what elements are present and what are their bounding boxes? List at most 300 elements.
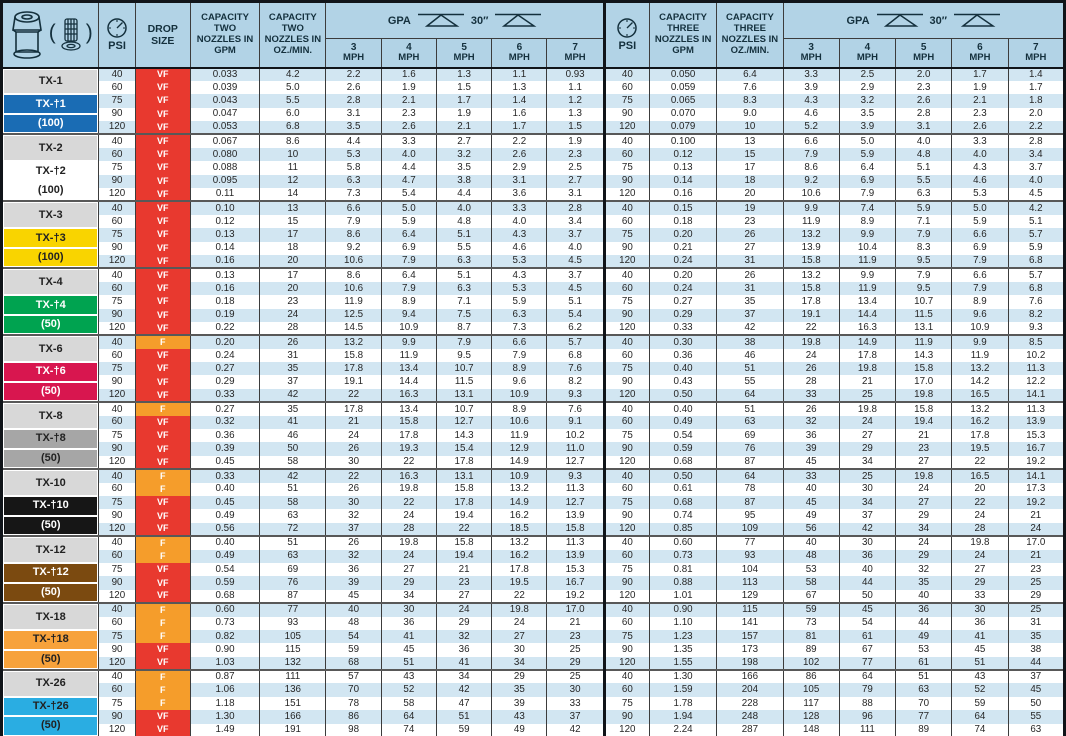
gpa-two-nozzles-cell: 59 (326, 643, 381, 656)
capacity-three-ozmin-cell: 38 (717, 335, 783, 348)
drop-size-cell: VF (135, 576, 190, 589)
data-row (2, 362, 1065, 375)
capacity-three-ozmin-cell: 23 (717, 215, 783, 228)
gpa-three-nozzles-cell: 105 (783, 683, 839, 696)
drop-size-cell: F (135, 630, 190, 643)
capacity-three-gpm-cell: 0.12 (649, 148, 716, 161)
gpa-three-nozzles-cell: 9.5 (896, 255, 952, 268)
gpa-two-nozzles-cell: 12.7 (547, 456, 604, 469)
gpa-two-nozzles-cell: 6.9 (381, 242, 436, 255)
gpa-two-nozzles-cell: 5.0 (381, 201, 436, 214)
gpa-two-nozzles-cell: 29 (436, 617, 491, 630)
capacity-three-gpm-cell: 0.15 (649, 201, 716, 214)
psi-cell: 75 (99, 630, 135, 643)
data-row (2, 724, 1065, 736)
psi-right-cell: 40 (604, 402, 649, 415)
gpa-three-nozzles-cell: 2.8 (1008, 134, 1064, 147)
drop-size-cell: VF (135, 121, 190, 134)
capacity-three-ozmin-cell: 26 (717, 228, 783, 241)
gpa-three-nozzles-cell: 56 (783, 523, 839, 536)
gpa-three-nozzles-cell: 59 (783, 603, 839, 616)
capacity-three-ozmin-cell: 18 (717, 175, 783, 188)
gpa-two-nozzles-cell: 3.8 (436, 175, 491, 188)
capacity-two-ozmin-cell: 132 (260, 657, 326, 670)
gpa-three-nozzles-cell: 17.0 (1008, 536, 1064, 549)
gpa-two-nozzles-cell: 3.4 (547, 215, 604, 228)
gpa-three-nozzles-cell: 16.2 (952, 416, 1008, 429)
gpa-three-nozzles-cell: 44 (839, 576, 895, 589)
gpa-two-nozzles-cell: 13.1 (436, 469, 491, 482)
data-row (2, 710, 1065, 723)
capacity-three-gpm-cell: 0.30 (649, 335, 716, 348)
gpa-two-nozzles-cell: 27 (436, 590, 491, 603)
gpa-two-nozzles-cell: 6.6 (492, 335, 547, 348)
gpa-three-nozzles-cell: 11.5 (896, 309, 952, 322)
gpa-two-nozzles-cell: 6.4 (381, 228, 436, 241)
drop-size-cell: VF (135, 228, 190, 241)
data-row (2, 175, 1065, 188)
data-row (2, 509, 1065, 522)
pack-quantity-cell: (100) (4, 249, 97, 267)
gpa-two-nozzles-cell: 17.8 (436, 456, 491, 469)
psi-cell: 120 (99, 456, 135, 469)
gpa-three-nozzles-cell: 52 (952, 683, 1008, 696)
psi-right-cell: 90 (604, 108, 649, 121)
drop-size-cell: VF (135, 255, 190, 268)
gpa-two-nozzles-cell: 3.1 (326, 108, 381, 121)
gpa-three-nozzles-cell: 14.2 (952, 375, 1008, 388)
gpa-two-nozzles-cell: 5.4 (547, 309, 604, 322)
drop-size-cell: F (135, 335, 190, 348)
gpa-two-nozzles-cell: 10.9 (492, 389, 547, 402)
drop-size-cell: VF (135, 201, 190, 214)
gpa-two-nozzles-cell: 30 (326, 496, 381, 509)
gpa-two-nozzles-cell: 14.5 (326, 322, 381, 335)
psi-cell: 60 (99, 81, 135, 94)
capacity-two-ozmin-cell: 58 (260, 496, 326, 509)
nozzle-label-cell (2, 201, 99, 268)
gpa-two-nozzles-cell: 17.8 (326, 402, 381, 415)
capacity-three-gpm-cell: 0.14 (649, 175, 716, 188)
gpa-two-nozzles-cell: 10.9 (492, 469, 547, 482)
gpa-three-nozzles-cell: 64 (952, 710, 1008, 723)
data-row (2, 670, 1065, 683)
capacity-two-gpm-cell: 0.12 (190, 215, 259, 228)
gpa-label: GPA (387, 14, 411, 27)
gpa-three-nozzles-cell: 32 (896, 563, 952, 576)
gpa-three-nozzles-cell: 29 (896, 550, 952, 563)
gpa-three-nozzles-cell: 3.3 (952, 134, 1008, 147)
capacity-two-ozmin-cell: 6.8 (260, 121, 326, 134)
gpa-three-nozzles-cell: 15.8 (783, 282, 839, 295)
capacity-two-ozmin-cell: 35 (260, 402, 326, 415)
gpa-two-nozzles-cell: 30 (381, 603, 436, 616)
gpa-three-nozzles-cell: 9.2 (783, 175, 839, 188)
gpa-two-nozzles-cell: 4.4 (326, 134, 381, 147)
gpa-three-nozzles-cell: 36 (839, 550, 895, 563)
capacity-three-ozmin-cell: 77 (717, 536, 783, 549)
capacity-three-ozmin-cell: 64 (717, 389, 783, 402)
capacity-two-ozmin-cell: 51 (260, 483, 326, 496)
drop-size-cell: F (135, 550, 190, 563)
gpa-three-nozzles-cell: 3.9 (783, 81, 839, 94)
gpa-two-nozzles-cell: 70 (326, 683, 381, 696)
gpa-three-nozzles-cell: 21 (896, 429, 952, 442)
drop-size-cell: F (135, 469, 190, 482)
capacity-three-gpm-cell: 0.070 (649, 108, 716, 121)
gpa-two-nozzles-cell: 36 (436, 643, 491, 656)
capacity-two-ozmin-cell: 8.6 (260, 134, 326, 147)
capacity-three-gpm-cell: 0.050 (649, 68, 716, 81)
gpa-three-nozzles-cell: 49 (896, 630, 952, 643)
data-row (2, 375, 1065, 388)
gpa-three-nozzles-cell: 86 (783, 670, 839, 683)
gpa-two-nozzles-cell: 36 (326, 563, 381, 576)
psi-right-cell: 60 (604, 215, 649, 228)
psi-cell: 40 (99, 402, 135, 415)
drop-size-cell: VF (135, 389, 190, 402)
capacity-two-ozmin-cell: 105 (260, 630, 326, 643)
gpa-two-nozzles-cell: 86 (326, 710, 381, 723)
gpa-two-nozzles-cell: 14.3 (436, 429, 491, 442)
capacity-two-ozmin-cell: 115 (260, 643, 326, 656)
capacity-two-gpm-cell: 0.40 (190, 483, 259, 496)
gpa-two-nozzles-cell: 17.8 (326, 362, 381, 375)
drop-size-cell: VF (135, 242, 190, 255)
gpa-three-nozzles-cell: 19.1 (783, 309, 839, 322)
psi-right-cell: 40 (604, 134, 649, 147)
capacity-two-ozmin-cell: 35 (260, 362, 326, 375)
capacity-three-ozmin-cell: 17 (717, 161, 783, 174)
gpa-three-nozzles-cell: 36 (896, 603, 952, 616)
gpa-two-nozzles-cell: 9.1 (547, 416, 604, 429)
gpa-two-nozzles-cell: 48 (326, 617, 381, 630)
capacity-two-ozmin-cell: 17 (260, 228, 326, 241)
gpa-two-nozzles-cell: 16.3 (381, 469, 436, 482)
gpa-two-nozzles-cell: 33 (547, 697, 604, 710)
mph-header: 3 MPH (783, 39, 839, 68)
psi-right-cell: 75 (604, 228, 649, 241)
psi-right-cell: 40 (604, 536, 649, 549)
capacity-three-ozmin-cell: 115 (717, 603, 783, 616)
capacity-two-gpm-cell: 0.45 (190, 456, 259, 469)
gpa-three-nozzles-cell: 5.7 (1008, 268, 1064, 281)
drop-size-cell: VF (135, 456, 190, 469)
capacity-two-gpm-cell: 0.039 (190, 81, 259, 94)
nozzle-label-cell (2, 536, 99, 603)
gpa-two-nozzles-cell: 26 (326, 536, 381, 549)
psi-cell: 90 (99, 309, 135, 322)
gpa-three-nozzles-cell: 19.8 (839, 362, 895, 375)
capacity-two-ozmin-cell: 51 (260, 536, 326, 549)
gpa-three-nozzles-cell: 8.3 (896, 242, 952, 255)
capacity-two-ozmin-cell: 4.2 (260, 68, 326, 81)
gpa-two-nozzles-cell: 22 (492, 590, 547, 603)
capacity-two-gpm-cell: 0.067 (190, 134, 259, 147)
capacity-two-ozmin-cell: 15 (260, 215, 326, 228)
capacity-two-ozmin-cell: 5.0 (260, 81, 326, 94)
gpa-two-nozzles-cell: 25 (547, 670, 604, 683)
capacity-three-gpm-cell: 2.24 (649, 724, 716, 736)
gpa-three-nozzles-cell: 8.9 (839, 215, 895, 228)
gpa-two-nozzles-cell: 43 (492, 710, 547, 723)
capacity-three-gpm-cell: 0.85 (649, 523, 716, 536)
gpa-three-nozzles-cell: 9.9 (839, 268, 895, 281)
capacity-three-ozmin-cell: 42 (717, 322, 783, 335)
strainer-icon (60, 17, 82, 53)
gpa-three-nozzles-cell: 54 (839, 617, 895, 630)
gpa-two-nozzles-cell: 5.9 (381, 215, 436, 228)
pack-quantity-cell: (50) (4, 316, 97, 334)
drop-size-cell: F (135, 670, 190, 683)
psi-cell: 90 (99, 175, 135, 188)
capacity-two-ozmin-cell: 6.0 (260, 108, 326, 121)
drop-size-cell: VF (135, 322, 190, 335)
psi-cell: 60 (99, 483, 135, 496)
psi-cell: 75 (99, 429, 135, 442)
capacity-three-gpm-cell: 0.68 (649, 456, 716, 469)
gpa-two-nozzles-cell: 2.9 (492, 161, 547, 174)
gpa-three-nozzles-cell: 25 (839, 389, 895, 402)
data-row (2, 215, 1065, 228)
psi-cell: 75 (99, 94, 135, 107)
gpa-two-nozzles-cell: 10.7 (436, 402, 491, 415)
gpa-two-nozzles-cell: 13.4 (381, 362, 436, 375)
model-cell: TX-1 (4, 70, 97, 94)
gpa-three-nozzles-cell: 29 (952, 576, 1008, 589)
gpa-three-nozzles-cell: 8.6 (783, 161, 839, 174)
gpa-three-nozzles-cell: 14.1 (1008, 469, 1064, 482)
gpa-two-nozzles-cell: 2.8 (326, 94, 381, 107)
gpa-two-nozzles-cell: 3.5 (326, 121, 381, 134)
capacity-two-gpm-cell: 0.59 (190, 576, 259, 589)
data-row (2, 563, 1065, 576)
gpa-two-nozzles-cell: 8.9 (492, 362, 547, 375)
gpa-two-nozzles-cell: 2.3 (381, 108, 436, 121)
capacity-two-gpm-cell: 0.87 (190, 670, 259, 683)
gpa-two-nozzles-cell: 2.5 (547, 161, 604, 174)
capacity-three-gpm-cell: 0.74 (649, 509, 716, 522)
gpa-two-nozzles-cell: 5.3 (492, 282, 547, 295)
gpa-two-nozzles-cell: 45 (381, 643, 436, 656)
psi-cell: 60 (99, 215, 135, 228)
capacity-three-ozmin-cell: 37 (717, 309, 783, 322)
capacity-three-ozmin-cell: 287 (717, 724, 783, 736)
capacity-three-ozmin-cell: 87 (717, 496, 783, 509)
gpa-two-nozzles-cell: 6.6 (326, 201, 381, 214)
gpa-two-nozzles-cell: 4.5 (547, 255, 604, 268)
gpa-two-nozzles-cell: 59 (436, 724, 491, 736)
capacity-two-ozmin-cell: 41 (260, 416, 326, 429)
gpa-two-nozzles-cell: 3.3 (381, 134, 436, 147)
capacity-two-gpm-cell: 1.03 (190, 657, 259, 670)
capacity-three-ozmin-cell: 51 (717, 402, 783, 415)
pack-quantity-cell: (100) (4, 115, 97, 133)
psi-right-cell: 40 (604, 68, 649, 81)
psi-right-cell: 75 (604, 161, 649, 174)
gpa-two-nozzles-cell: 5.3 (326, 148, 381, 161)
gpa-three-nozzles-cell: 16.3 (839, 322, 895, 335)
gpa-three-nozzles-cell: 5.9 (1008, 242, 1064, 255)
psi-right-cell: 120 (604, 724, 649, 736)
gpa-three-nozzles-cell: 50 (1008, 697, 1064, 710)
gpa-two-nozzles-cell: 9.9 (381, 335, 436, 348)
gpa-two-nozzles-cell: 4.0 (436, 201, 491, 214)
capacity-three-gpm-cell: 1.10 (649, 617, 716, 630)
gpa-two-nozzles-cell: 29 (547, 657, 604, 670)
gpa-two-nozzles-cell: 19.1 (326, 375, 381, 388)
capacity-two-ozmin-cell: 10 (260, 148, 326, 161)
gpa-three-nozzles-cell: 64 (839, 670, 895, 683)
gpa-two-nozzles-cell: 8.6 (326, 228, 381, 241)
gpa-three-nozzles-cell: 24 (839, 416, 895, 429)
gpa-two-nozzles-cell: 6.2 (547, 322, 604, 335)
drop-size-cell: VF (135, 509, 190, 522)
gpa-two-nozzles-cell: 52 (381, 683, 436, 696)
gpa-two-nozzles-cell: 10.6 (326, 255, 381, 268)
gpa-two-nozzles-cell: 28 (381, 523, 436, 536)
gpa-three-nozzles-cell: 33 (783, 469, 839, 482)
gpa-three-nozzles-cell: 6.8 (1008, 282, 1064, 295)
psi-cell: 120 (99, 657, 135, 670)
gpa-three-nozzles-cell: 2.0 (896, 68, 952, 81)
drop-size-cell: F (135, 617, 190, 630)
capacity-three-gpm-cell: 0.88 (649, 576, 716, 589)
data-row (2, 201, 1065, 214)
capacity-three-gpm-cell: 0.40 (649, 362, 716, 375)
gpa-three-nozzles-cell: 14.9 (839, 335, 895, 348)
gpa-three-nozzles-cell: 30 (839, 536, 895, 549)
gpa-three-nozzles-cell: 40 (896, 590, 952, 603)
gpa-two-nozzles-cell: 5.5 (436, 242, 491, 255)
gpa-three-nozzles-cell: 13.9 (1008, 416, 1064, 429)
capacity-two-gpm-cell: 0.13 (190, 228, 259, 241)
gpa-two-nozzles-cell: 27 (381, 563, 436, 576)
visiflo-model-cell: TX-†3 (4, 229, 97, 247)
capacity-three-ozmin-cell: 9.0 (717, 108, 783, 121)
gpa-two-nozzles-cell: 13.2 (492, 536, 547, 549)
psi-right-cell: 75 (604, 630, 649, 643)
psi-right-cell: 40 (604, 469, 649, 482)
capacity-three-gpm-cell: 0.16 (649, 188, 716, 201)
gpa-three-nozzles-cell: 16.5 (952, 469, 1008, 482)
psi-cell: 60 (99, 282, 135, 295)
capacity-three-gpm-cell: 0.61 (649, 483, 716, 496)
drop-size-cell: VF (135, 442, 190, 455)
gpa-three-nozzles-cell: 6.9 (952, 242, 1008, 255)
drop-size-cell: F (135, 603, 190, 616)
capacity-three-gpm-cell: 1.78 (649, 697, 716, 710)
gpa-three-nozzles-cell: 1.7 (1008, 81, 1064, 94)
capacity-two-ozmin-cell: 24 (260, 309, 326, 322)
gpa-three-nozzles-cell: 2.3 (952, 108, 1008, 121)
gpa-two-nozzles-cell: 19.5 (492, 576, 547, 589)
capacity-two-gpm-cell: 0.29 (190, 375, 259, 388)
gpa-two-nozzles-cell: 16.3 (381, 389, 436, 402)
gpa-two-nozzles-cell: 22 (381, 456, 436, 469)
psi-right-cell: 90 (604, 309, 649, 322)
gpa-two-nozzles-cell: 98 (326, 724, 381, 736)
gpa-three-nozzles-cell: 63 (1008, 724, 1064, 736)
gpa-three-nozzles-cell: 2.8 (896, 108, 952, 121)
pack-quantity-cell: (50) (4, 450, 97, 468)
capacity-three-gpm-cell: 0.100 (649, 134, 716, 147)
capacity-two-ozmin-cell: 77 (260, 603, 326, 616)
data-row (2, 630, 1065, 643)
drop-size-cell: VF (135, 148, 190, 161)
gpa-three-nozzles-cell: 30 (839, 483, 895, 496)
gpa-two-nozzles-cell: 19.4 (436, 509, 491, 522)
capacity-two-ozmin-cell: 17 (260, 268, 326, 281)
capacity-two-gpm-cell: 0.39 (190, 442, 259, 455)
capacity-three-ozmin-cell: 19 (717, 201, 783, 214)
gpa-two-nozzles-cell: 57 (326, 670, 381, 683)
psi-right-cell: 60 (604, 148, 649, 161)
gpa-three-nozzles-cell: 29 (839, 442, 895, 455)
gpa-two-nozzles-cell: 11.3 (547, 536, 604, 549)
visiflo-model-cell: TX-†26 (4, 698, 97, 715)
visiflo-model-cell: TX-†12 (4, 564, 97, 582)
data-row (2, 536, 1065, 549)
gpa-two-nozzles-cell: 40 (326, 603, 381, 616)
gpa-three-nozzles-cell: 61 (839, 630, 895, 643)
gpa-three-nozzles-cell: 43 (952, 670, 1008, 683)
gpa-three-nozzles-cell: 4.6 (783, 108, 839, 121)
capacity-two-ozmin-cell: 20 (260, 282, 326, 295)
gpa-two-nozzles-cell: 4.3 (492, 228, 547, 241)
capacity-three-ozmin-cell: 64 (717, 469, 783, 482)
gpa-three-nozzles-cell: 19.2 (1008, 456, 1064, 469)
mph-header: 4 MPH (839, 39, 895, 68)
psi-right-cell: 90 (604, 175, 649, 188)
gpa-two-nozzles-cell: 7.9 (436, 335, 491, 348)
gpa-two-nozzles-cell: 30 (326, 456, 381, 469)
gpa-two-nozzles-cell: 43 (381, 670, 436, 683)
gpa-two-nozzles-cell: 1.7 (436, 94, 491, 107)
gpa-three-nozzles-cell: 4.6 (952, 175, 1008, 188)
data-row (2, 657, 1065, 670)
gpa-two-nozzles-cell: 49 (492, 724, 547, 736)
data-row (2, 108, 1065, 121)
capacity-two-ozmin-header: CAPACITY TWO NOZZLES IN OZ./MIN. (260, 2, 326, 68)
gpa-two-nozzles-cell: 2.8 (547, 201, 604, 214)
gpa-three-nozzles-cell: 25 (1008, 603, 1064, 616)
capacity-three-gpm-cell: 0.54 (649, 429, 716, 442)
gpa-three-nozzles-cell: 11.9 (839, 255, 895, 268)
capacity-three-ozmin-cell: 109 (717, 523, 783, 536)
gpa-three-nozzles-cell: 35 (896, 576, 952, 589)
capacity-three-gpm-cell: 0.18 (649, 215, 716, 228)
gpa-two-nozzles-cell: 1.3 (547, 108, 604, 121)
gpa-two-nozzles-cell: 7.6 (547, 362, 604, 375)
capacity-three-ozmin-cell: 8.3 (717, 94, 783, 107)
capacity-three-gpm-cell: 0.29 (649, 309, 716, 322)
psi-right-cell: 120 (604, 322, 649, 335)
capacity-two-gpm-cell: 0.053 (190, 121, 259, 134)
capacity-two-gpm-cell: 0.24 (190, 349, 259, 362)
capacity-three-gpm-cell: 0.59 (649, 442, 716, 455)
gpa-three-nozzles-cell: 2.1 (952, 94, 1008, 107)
gpa-two-nozzles-cell: 78 (326, 697, 381, 710)
psi-right-cell: 120 (604, 188, 649, 201)
gpa-three-nozzles-cell: 1.7 (952, 68, 1008, 81)
psi-right-cell: 60 (604, 416, 649, 429)
psi-right-cell: 40 (604, 670, 649, 683)
gpa-two-nozzles-cell: 22 (381, 496, 436, 509)
psi-cell: 75 (99, 563, 135, 576)
gpa-two-nozzles-cell: 6.4 (381, 268, 436, 281)
gpa-three-nozzles-cell: 48 (783, 550, 839, 563)
